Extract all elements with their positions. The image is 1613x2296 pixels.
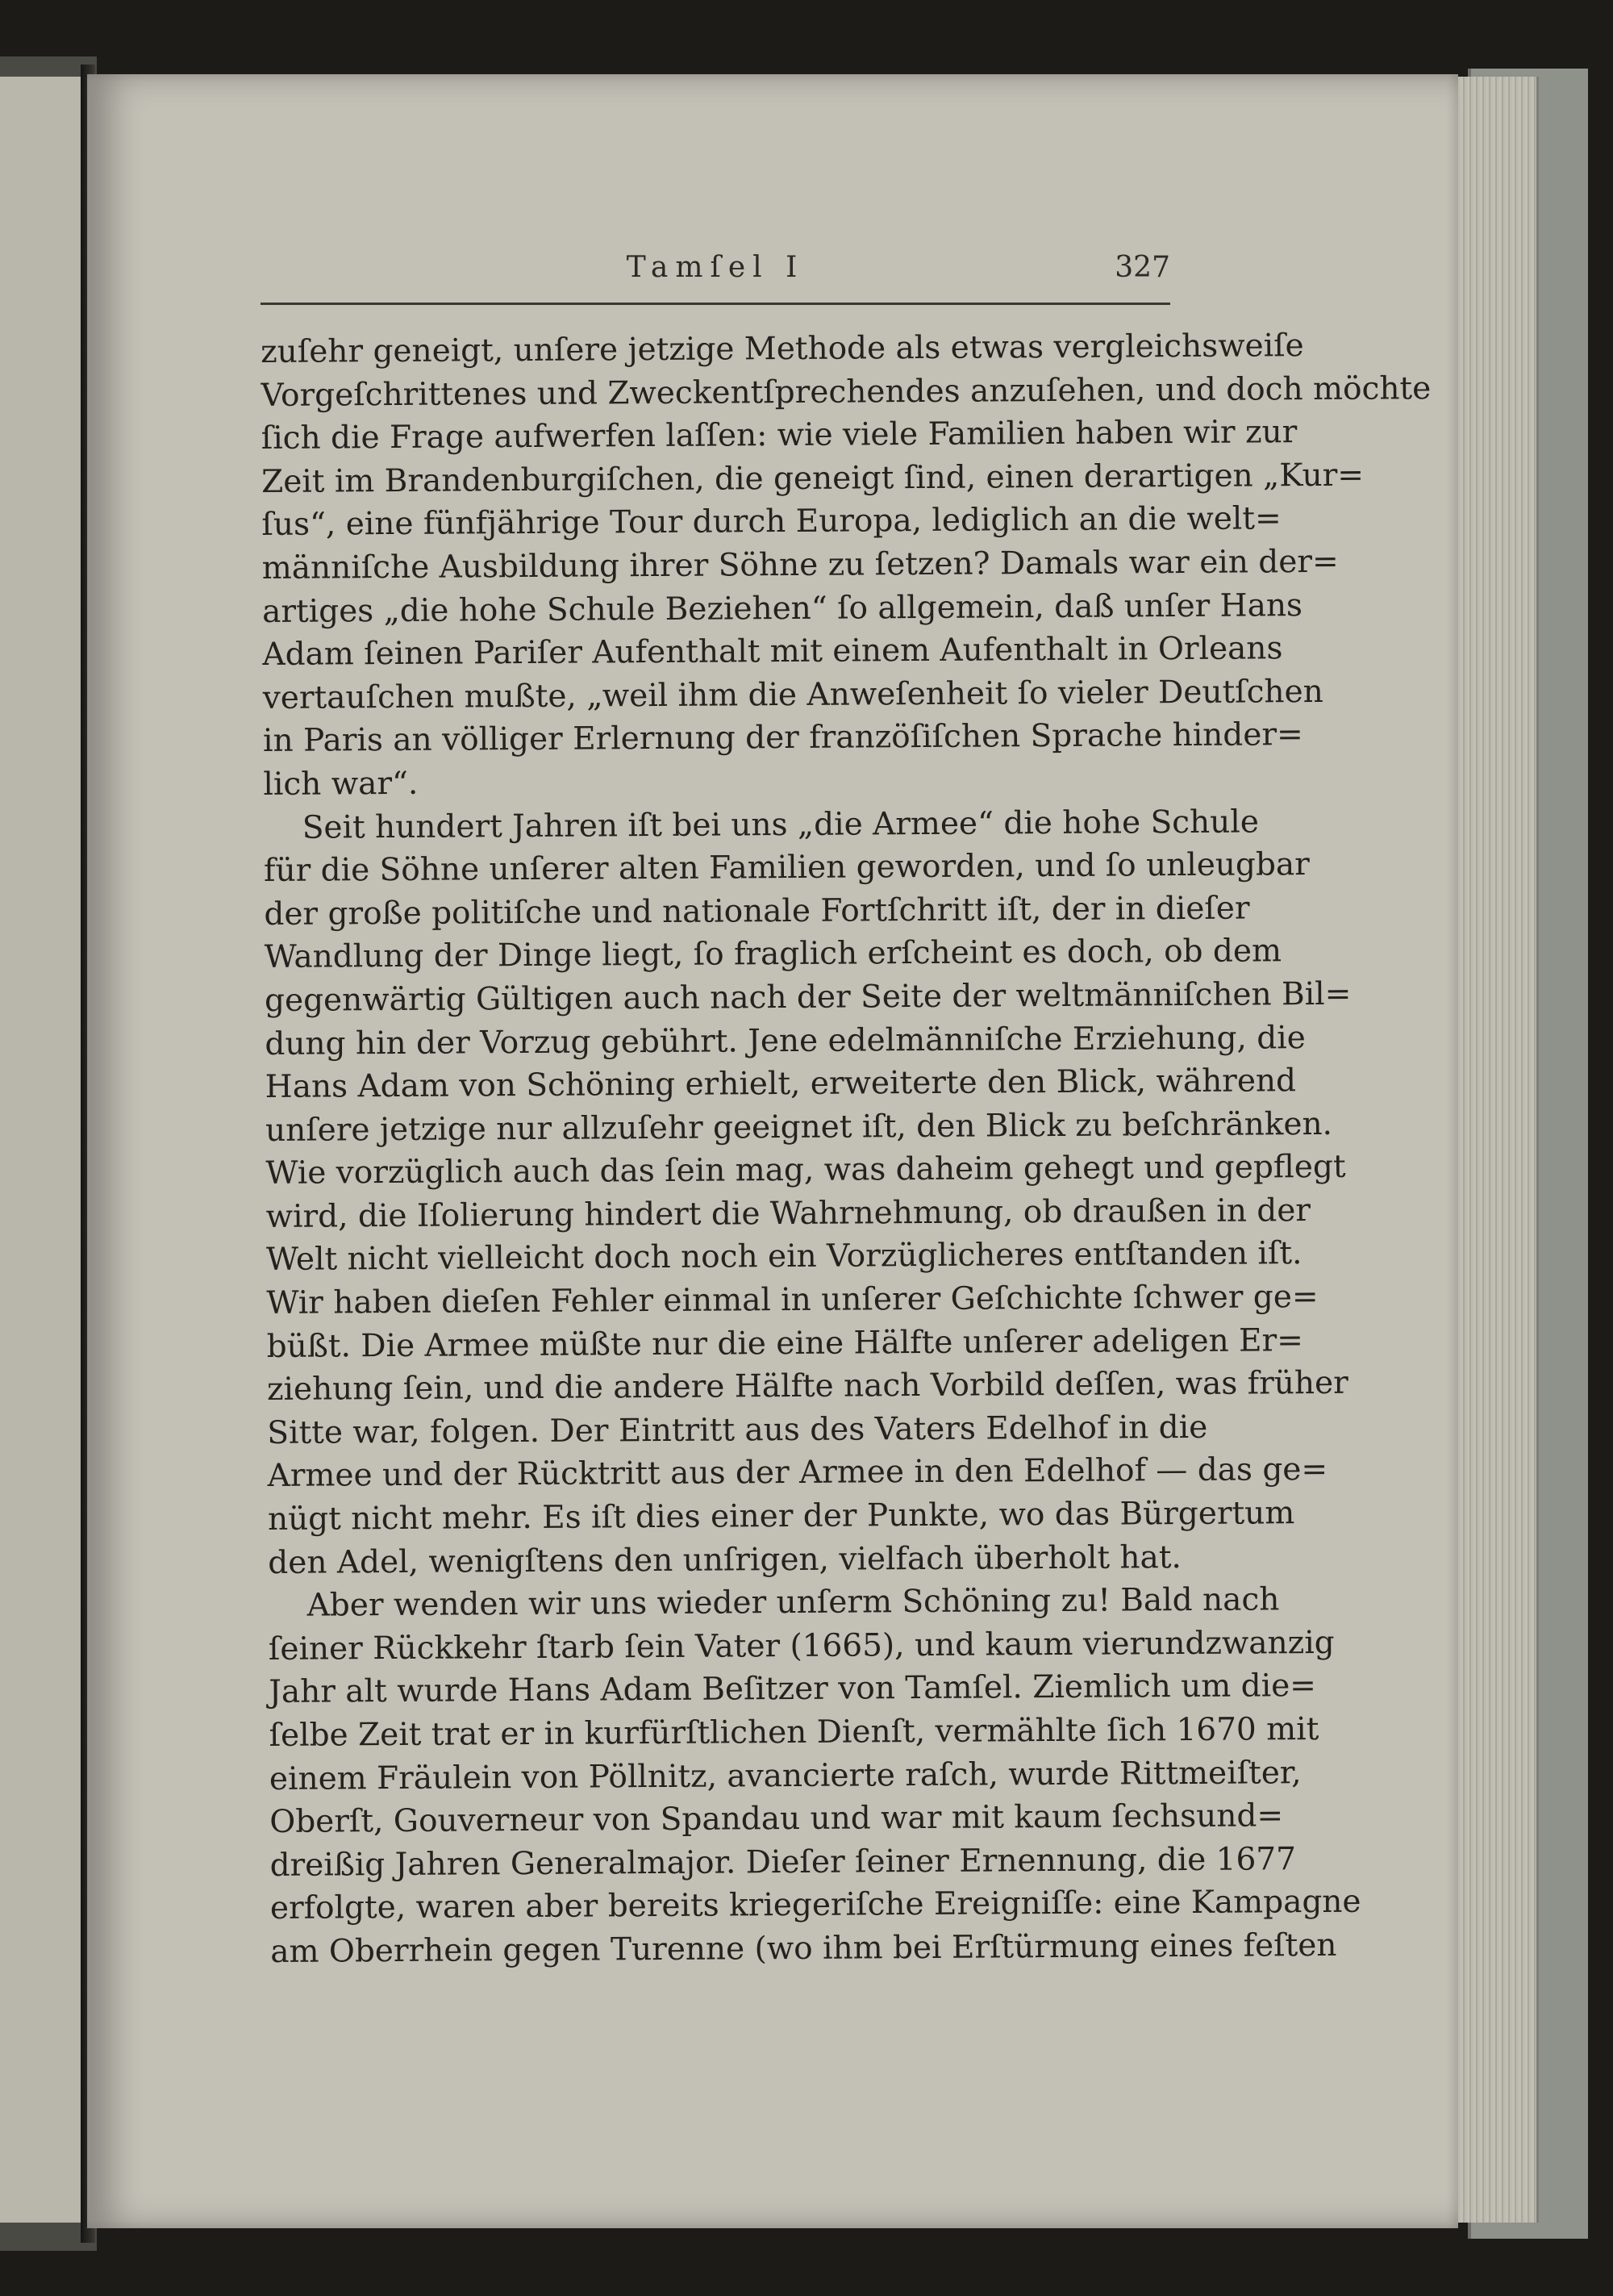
text-line: artiges „die hohe Schule Beziehen“ ſo allgemein, daß unſer Hans <box>261 587 1303 630</box>
running-head-title: Tamſel I <box>626 251 805 284</box>
text-line: ſelbe Zeit trat er in kurfürſtlichen Dienſt, vermählte ſich 1670 mit <box>269 1711 1319 1754</box>
text-line: dung hin der Vorzug gebührt. Jene edelmänniſche Erziehung, die <box>265 1019 1306 1062</box>
text-line: unſere jetzige nur allzuſehr geeignet iſt, den Blick zu beſchränken. <box>265 1105 1333 1149</box>
text-line: einem Fräulein von Pöllnitz, avancierte raſch, wurde Rittmeiſter, <box>269 1754 1302 1797</box>
text-line: Wir haben dieſen Fehler einmal in unſerer Geſchichte ſchwer ge= <box>266 1279 1319 1322</box>
text-line: lich war“. <box>263 765 419 803</box>
text-line: für die Söhne unſerer alten Familien geworden, und ſo unleugbar <box>263 846 1310 890</box>
text-line: Welt nicht vielleicht doch noch ein Vorzüglicheres entſtanden iſt. <box>265 1235 1302 1279</box>
text-line: der große politiſche und nationale Fortſchritt iſt, der in dieſer <box>264 890 1250 933</box>
text-line: Vorgeſchrittenes und Zweckentſprechendes anzuſehen, und doch möchte <box>260 369 1432 414</box>
body-text <box>260 325 1432 1974</box>
text-line: ſus“, eine fünfjährige Tour durch Europa, lediglich an die welt= <box>261 500 1282 544</box>
text-line: dreißig Jahren Generalmajor. Dieſer ſeiner Ernennung, die 1677 <box>269 1840 1297 1884</box>
text-line: vertauſchen mußte, „weil ihm die Anweſenheit ſo vieler Deutſchen <box>262 673 1323 716</box>
paragraph <box>268 1579 1361 1973</box>
paragraph <box>260 325 1432 806</box>
paragraph <box>263 801 1352 1585</box>
text-line: Aber wenden wir uns wieder unſerm Schöning zu! Bald nach <box>306 1581 1280 1624</box>
running-head <box>260 246 1170 305</box>
text-line: zuſehr geneigt, unſere jetzige Methode als etwas vergleichsweiſe <box>260 328 1304 370</box>
text-line: Jahr alt wurde Hans Adam Beſitzer von Tamſel. Ziemlich um die= <box>269 1668 1317 1711</box>
text-line: Armee und der Rücktritt aus der Armee in den Edelhof — das ge= <box>267 1451 1328 1495</box>
text-line: erfolgte, waren aber bereits kriegeriſche Ereigniſſe: eine Kampagne <box>269 1884 1361 1927</box>
page-block-edges <box>1448 77 1539 2223</box>
text-line: nügt nicht mehr. Es iſt dies einer der Punkte, wo das Bürgertum <box>267 1495 1295 1538</box>
page-number: 327 <box>1115 251 1170 284</box>
text-line: in Paris an völliger Erlernung der franzöſiſchen Sprache hinder= <box>262 716 1303 760</box>
text-line: ſich die Frage aufwerfen laſſen: wie viele Familien haben wir zur <box>260 414 1298 457</box>
text-line: am Oberrhein gegen Turenne (wo ihm bei Erſtürmung eines feſten <box>270 1927 1337 1970</box>
text-line: Sitte war, folgen. Der Eintritt aus des Vaters Edelhof in die <box>267 1409 1208 1451</box>
text-line: ſeiner Rückkehr ſtarb ſein Vater (1665), und kaum vierundzwanzig <box>268 1624 1335 1668</box>
facing-page-edge <box>0 77 87 2223</box>
text-line: Wandlung der Dinge liegt, ſo fraglich erſcheint es doch, ob dem <box>264 933 1282 976</box>
text-line: büßt. Die Armee müßte nur die eine Hälfte unſerer adeligen Er= <box>266 1321 1304 1365</box>
text-line: ziehung ſein, und die andere Hälfte nach Vorbild deſſen, was früher <box>266 1365 1348 1409</box>
text-line: gegenwärtig Gültigen auch nach der Seite der weltmänniſchen Bil= <box>264 975 1352 1019</box>
text-line: Adam ſeinen Pariſer Aufenthalt mit einem Aufenthalt in Orleans <box>262 630 1283 674</box>
text-line: wird, die Iſolierung hindert die Wahrnehmung, ob draußen in der <box>265 1192 1311 1235</box>
text-line: Hans Adam von Schöning erhielt, erweiterte den Blick, während <box>265 1062 1297 1106</box>
text-line: Zeit im Brandenburgiſchen, die geneigt ſind, einen derartigen „Kur= <box>261 457 1365 500</box>
text-line: Oberſt, Gouverneur von Spandau und war mit kaum ſechsund= <box>269 1797 1284 1841</box>
text-line: Wie vorzüglich auch das ſein mag, was daheim gehegt und gepflegt <box>265 1149 1346 1192</box>
text-line: Seit hundert Jahren iſt bei uns „die Armee“ die hohe Schule <box>302 803 1259 846</box>
text-line: männiſche Ausbildung ihrer Söhne zu ſetzen? Damals war ein der= <box>261 543 1339 587</box>
text-line: den Adel, wenigſtens den unſrigen, vielfach überholt hat. <box>268 1538 1182 1581</box>
